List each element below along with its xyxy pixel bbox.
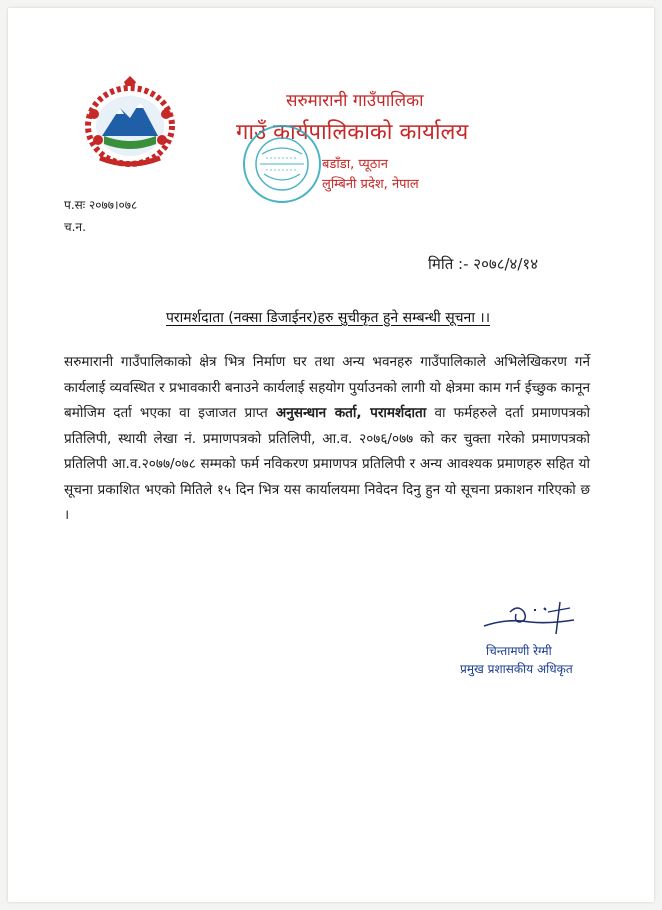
address-district: बडाँडा, प्यूठान bbox=[322, 157, 388, 172]
org-name-municipality: सरुमारानी गाउँपालिका bbox=[286, 91, 424, 111]
nepal-emblem-icon bbox=[80, 74, 180, 170]
address-province: लुम्बिनी प्रदेश, नेपाल bbox=[322, 177, 419, 192]
dispatch-number: च.न. bbox=[64, 220, 86, 234]
reference-number: प.सः २०७७।०७८ bbox=[64, 198, 138, 212]
body-text-part2: वा फर्महरुले दर्ता प्रमाणपत्रको प्रतिलिपी, स्थायी लेखा नं. प्रमाणपत्रको प्रतिलिपी, आ.व. २०७६/०७७ को कर चुक्ता गरेको प्रमाणपत्रको प्रतिलिपी आ.व.२०७७/०७८ सम्मको फर्म नविकरण प्रमाणपत्र प्रतिलिपी र अन्य आवश्यक प्रमाणहरु सहित यो सूचना प्रकाशित भएको मितिले १५ दिन भित्र यस कार्यालयमा निवेदन दिनु हुन यो सूचना प्रकाशन गरिएको छ । bbox=[64, 405, 590, 523]
org-name-office: गाउँ कार्यपालिकाको कार्यालय bbox=[236, 120, 469, 145]
notice-body bbox=[64, 350, 590, 529]
body-text-part1: सरुमारानी गाउँपालिकाको क्षेत्र भित्र निर्माण घर तथा अन्य भवनहरु गाउँपालिकाले अभिलेखिकरण गर्ने कार्यलाई व्यवस्थित र प्रभावकारी बनाउने कार्यलाई सहयोग पुर्याउनको लागी यो क्षेत्रमा काम गर्न ईच्छुक कानून बमोजिम दर्ता भएका वा इजाजत प्राप्त bbox=[64, 354, 590, 421]
notice-document bbox=[8, 8, 654, 902]
signatory-name: चिन्तामणी रेग्मी bbox=[486, 644, 552, 658]
notice-subject: परामर्शदाता (नक्सा डिजाईनर)हरु सुचीकृत हुने सम्बन्धी सूचना ।। bbox=[165, 310, 491, 326]
body-text-bold: अनुसन्धान कर्ता, परामर्शदाता bbox=[275, 405, 427, 421]
office-stamp-icon bbox=[236, 118, 336, 218]
notice-date: मिति :- २०७८/४/१४ bbox=[428, 255, 539, 273]
signatory-title: प्रमुख प्रशासकीय अधिकृत bbox=[460, 662, 573, 676]
signature-icon bbox=[478, 598, 588, 638]
